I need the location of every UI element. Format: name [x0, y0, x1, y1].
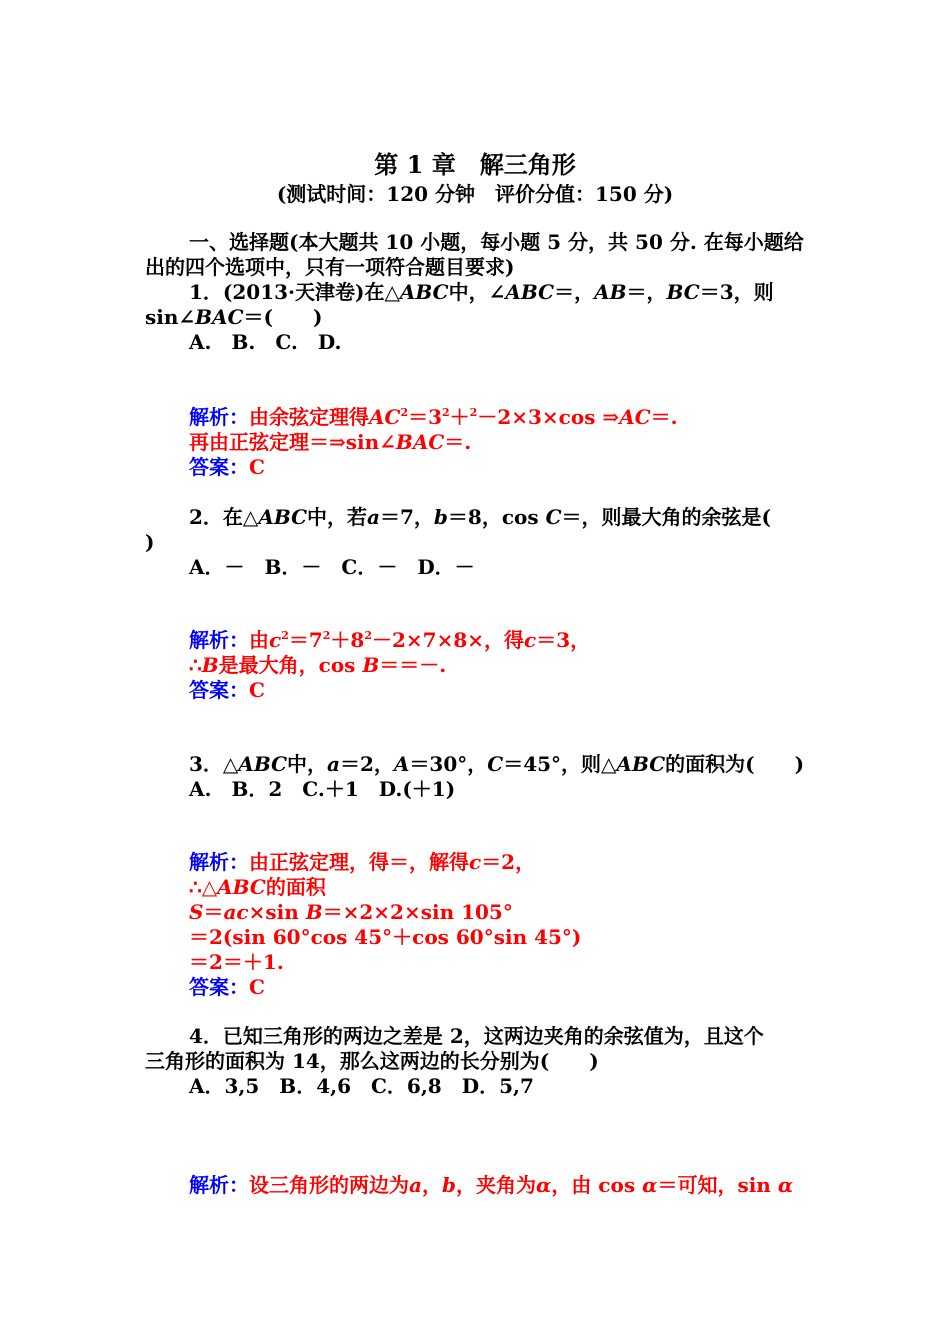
q3-analysis-line5: ＝2＝＋1.: [189, 950, 284, 974]
q3-stem-line1: 3．△ABC中，a＝2，A＝30°，C＝45°，则△ABC的面积为( ): [189, 752, 805, 776]
answer-label: 答案：: [189, 455, 249, 479]
q1-answer: 答案：C: [189, 455, 265, 479]
q2-options: A．－ B．－ C．－ D．－: [189, 555, 475, 579]
q2-stem-line2: ): [145, 530, 155, 554]
q4-stem-line1: 4．已知三角形的两边之差是 2，这两边夹角的余弦值为，且这个: [189, 1024, 764, 1048]
q3-analysis-line3: S＝ac×sin B＝×2×2×sin 105°: [189, 900, 513, 924]
q1-analysis-line2: 再由正弦定理＝⇒sin∠BAC＝.: [189, 430, 472, 454]
q3-answer: 答案：C: [189, 975, 265, 999]
section-heading-line2: 出的四个选项中，只有一项符合题目要求): [145, 255, 515, 279]
q3-options: A. B．2 C.＋1 D.(＋1): [189, 777, 456, 801]
section-heading-line1: 一、选择题(本大题共 10 小题，每小题 5 分，共 50 分. 在每小题给: [189, 230, 804, 254]
analysis-label: 解析：: [189, 1173, 249, 1197]
analysis-label: 解析：: [189, 405, 249, 429]
answer-label: 答案：: [189, 678, 249, 702]
q1-source: (2013·天津卷): [222, 280, 365, 304]
q2-stem-line1: 2．在△ABC中，若a＝7，b＝8，cos C＝，则最大角的余弦是(: [189, 505, 771, 529]
q1-stem-line2: sin∠BAC＝( ): [145, 305, 323, 329]
q1-options: A. B. C. D.: [189, 330, 342, 354]
q4-options: A．3,5 B．4,6 C．6,8 D．5,7: [189, 1074, 534, 1098]
analysis-label: 解析：: [189, 628, 249, 652]
q4-stem-line2: 三角形的面积为 14，那么这两边的长分别为( ): [145, 1049, 599, 1073]
q1-analysis-line1: 解析：由余弦定理得$AC^2=3^2+^2-2\times 3\times\cos$ ⇒AC＝.: [189, 405, 678, 429]
q2-analysis-line2: ∴B是最大角，cos B＝＝－.: [189, 653, 447, 677]
answer-label: 答案：: [189, 975, 249, 999]
analysis-label: 解析：: [189, 850, 249, 874]
chapter-title: 第 1 章 解三角形: [374, 150, 576, 179]
chapter-subtitle: (测试时间：120 分钟 评价分值：150 分): [276, 182, 674, 206]
q3-analysis-line2: ∴△ABC的面积: [189, 875, 326, 899]
q3-analysis-line4: ＝2(sin 60°cos 45°＋cos 60°sin 45°): [189, 925, 582, 949]
q1-stem-line1: 1．(2013·天津卷)在△ABC中，∠ABC＝，AB＝，BC＝3，则: [189, 280, 774, 304]
q2-answer: 答案：C: [189, 678, 265, 702]
q2-analysis-line1: 解析：由$c^2=7^2+8^2-2\times 7\times 8\times$，得c＝3，: [189, 628, 591, 652]
q3-analysis-line1: 解析：由正弦定理，得＝，解得c＝2，: [189, 850, 536, 874]
q4-analysis-line1: 解析：设三角形的两边为a，b，夹角为α，由 cos α＝可知，sin α: [189, 1173, 794, 1197]
